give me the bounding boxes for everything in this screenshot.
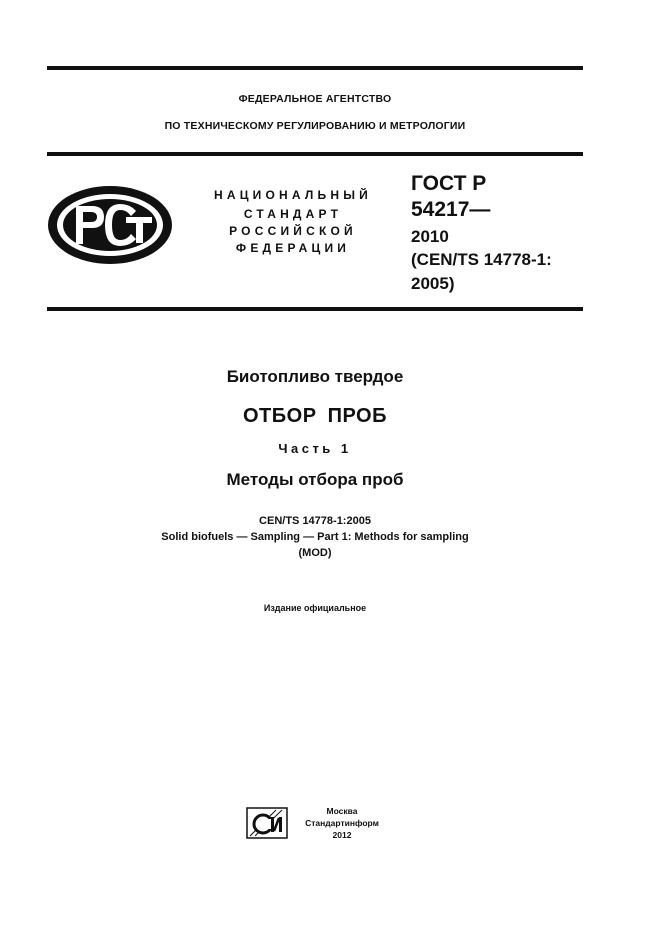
publisher-logo [246, 807, 288, 839]
standartinform-logo-icon [246, 807, 288, 839]
gost-code-number: 54217— [411, 198, 491, 221]
agency-name-line2: ПО ТЕХНИЧЕСКОМУ РЕГУЛИРОВАНИЮ И МЕТРОЛОГИИ [164, 120, 466, 132]
gost-code-cen-ref: (CEN/TS 14778-1: [411, 250, 552, 269]
english-code: CEN/TS 14778-1:2005 [259, 515, 371, 527]
publisher-year: 2012 [332, 830, 352, 840]
agency-name-line1: ФЕДЕРАЛЬНОЕ АГЕНТСТВО [238, 93, 392, 105]
gost-logo-icon [46, 184, 174, 266]
national-standard-line: РОССИЙСКОЙ [229, 224, 357, 238]
top-rule [47, 66, 583, 70]
english-title: Solid biofuels — Sampling — Part 1: Methods for sampling [161, 531, 469, 543]
national-standard-line: СТАНДАРТ [243, 207, 343, 221]
gost-logo [46, 184, 174, 266]
title-part: Часть 1 [278, 441, 352, 456]
title-subject: Биотопливо твердое [226, 367, 404, 386]
edition-label: Издание официальное [263, 603, 367, 613]
title-methods: Методы отбора проб [226, 470, 404, 489]
national-standard-line: ФЕДЕРАЦИИ [235, 241, 351, 255]
gost-code-line: ГОСТ Р [411, 172, 487, 195]
gost-code-cen-year: 2005) [411, 274, 455, 293]
gost-code-year: 2010 [411, 227, 449, 246]
publisher-city: Москва [326, 806, 358, 816]
publisher-name: Стандартинформ [305, 818, 379, 828]
title-main: ОТБОР ПРОБ [243, 405, 387, 427]
standard-block-rule [47, 307, 583, 311]
english-mod: (MOD) [298, 547, 332, 559]
header-rule [47, 152, 583, 156]
national-standard-line: НАЦИОНАЛЬНЫЙ [213, 188, 373, 202]
